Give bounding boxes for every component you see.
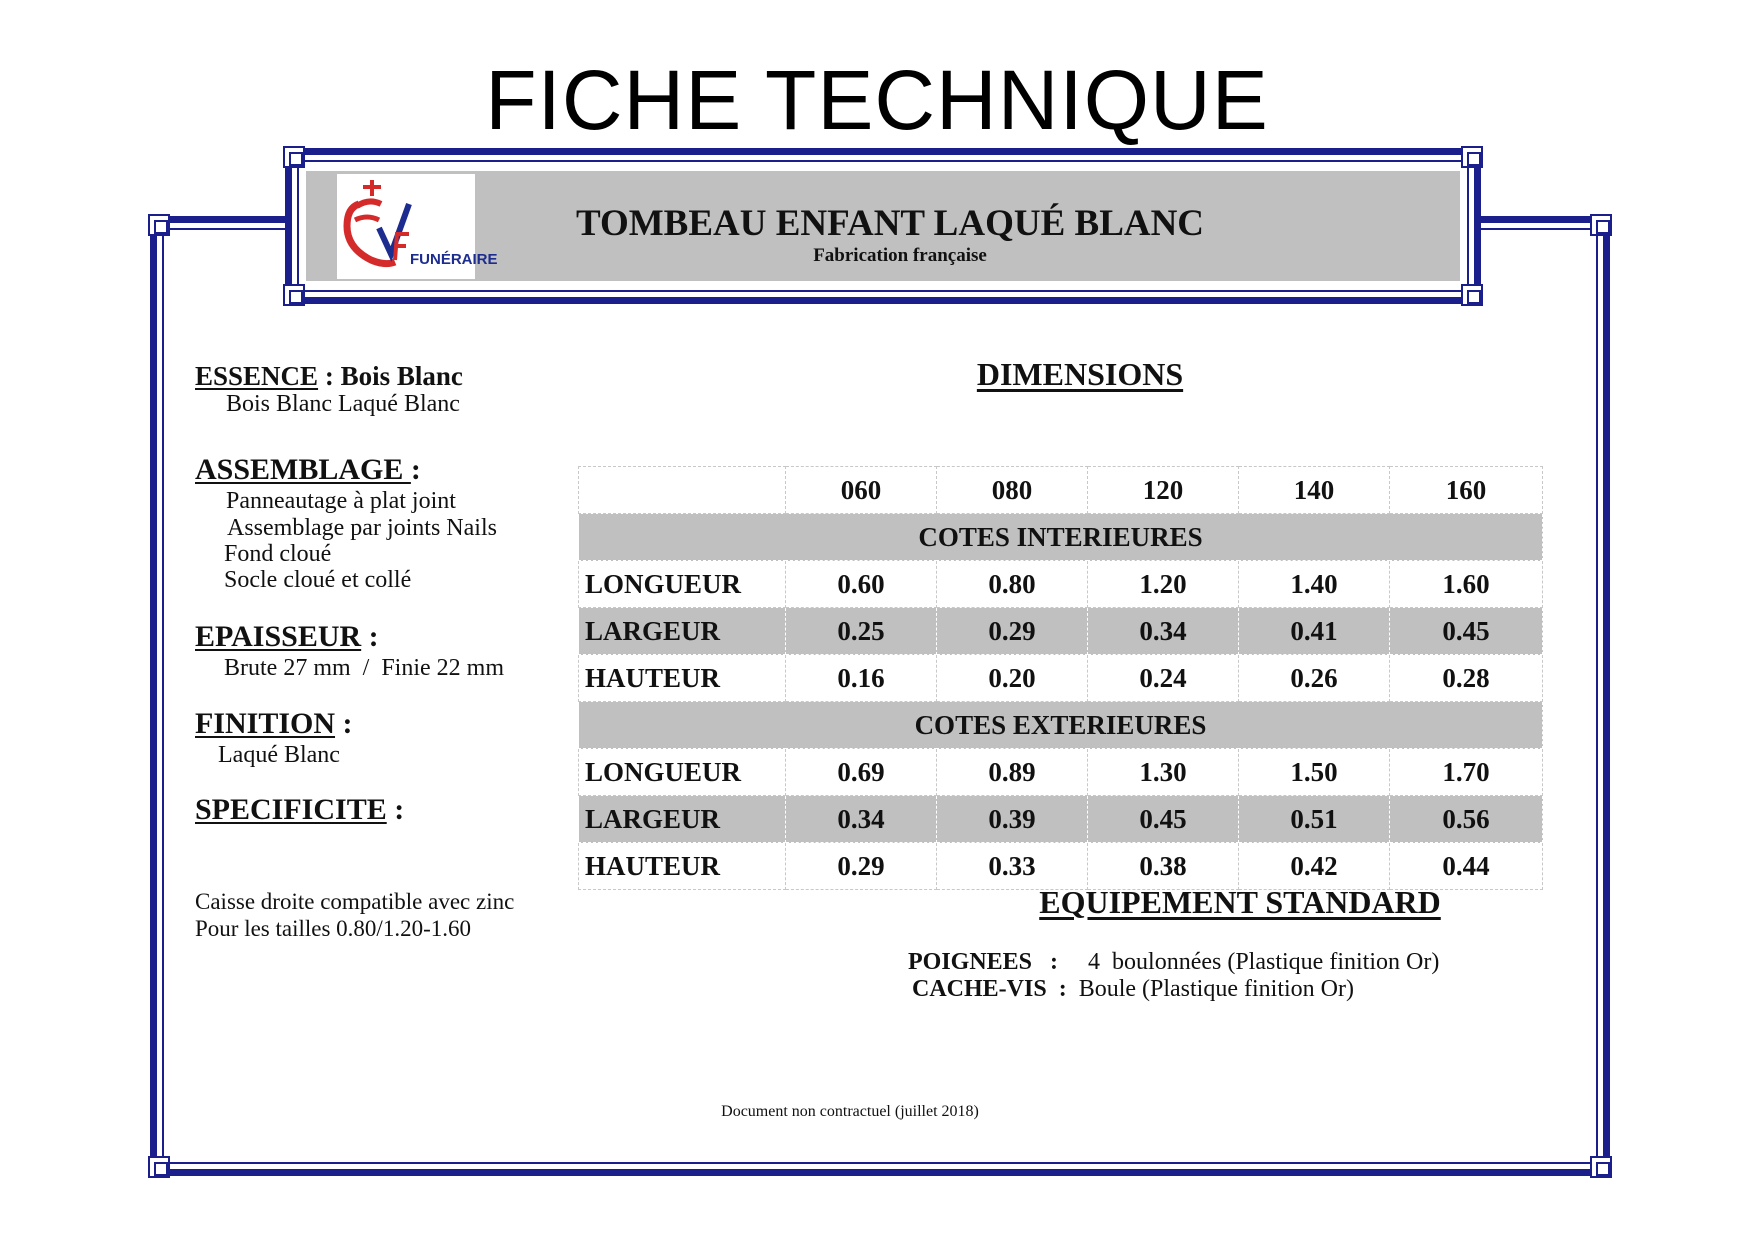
- size-header: 080: [937, 467, 1088, 514]
- table-corner-cell: [579, 467, 786, 514]
- table-cell: 1.20: [1088, 561, 1239, 608]
- table-cell: 0.26: [1239, 655, 1390, 702]
- essence-detail: Bois Blanc Laqué Blanc: [226, 391, 460, 417]
- assemblage-item: Assemblage par joints Nails: [227, 515, 497, 541]
- size-header: 140: [1239, 467, 1390, 514]
- company-logo: [337, 174, 498, 279]
- epaisseur-detail: Brute 27 mm / Finie 22 mm: [224, 655, 504, 681]
- equipement-poignees: POIGNEES : 4 boulonnées (Plastique finition Or): [908, 949, 1440, 975]
- table-cell: 0.89: [937, 749, 1088, 796]
- table-cell: 1.60: [1390, 561, 1543, 608]
- finition-detail: Laqué Blanc: [218, 742, 340, 768]
- table-cell: 1.40: [1239, 561, 1390, 608]
- table-cell: 0.42: [1239, 843, 1390, 890]
- table-row: [579, 561, 1543, 608]
- page-title: FICHE TECHNIQUE: [485, 53, 1269, 147]
- size-header: 120: [1088, 467, 1239, 514]
- equipement-cachevis: CACHE-VIS : Boule (Plastique finition Or): [912, 976, 1354, 1002]
- dimensions-table: [578, 466, 1543, 890]
- equipement-title: EQUIPEMENT STANDARD: [1039, 884, 1441, 920]
- table-cell: 0.25: [786, 608, 937, 655]
- table-cell: 0.28: [1390, 655, 1543, 702]
- essence-heading: ESSENCE : Bois Blanc: [195, 361, 463, 391]
- specificite-line: Caisse droite compatible avec zinc: [195, 889, 515, 914]
- logo-text: FUNÉRAIRE: [410, 251, 498, 268]
- section-row: [579, 702, 1543, 749]
- table-row: [579, 608, 1543, 655]
- table-cell: 0.45: [1390, 608, 1543, 655]
- table-cell: 1.50: [1239, 749, 1390, 796]
- table-cell: 1.70: [1390, 749, 1543, 796]
- table-cell: 0.69: [786, 749, 937, 796]
- assemblage-item: Socle cloué et collé: [224, 567, 412, 593]
- table-row: [579, 796, 1543, 843]
- corner-ornament: [148, 214, 170, 236]
- table-header-row: [579, 467, 1543, 514]
- assemblage-item: Panneautage à plat joint: [226, 488, 456, 514]
- corner-ornament: [283, 284, 305, 306]
- table-cell: 0.38: [1088, 843, 1239, 890]
- table-cell: 1.30: [1088, 749, 1239, 796]
- row-label: LARGEUR: [579, 796, 786, 843]
- corner-ornament: [148, 1156, 170, 1178]
- row-label: LONGUEUR: [579, 749, 786, 796]
- table-cell: 0.60: [786, 561, 937, 608]
- table-row: [579, 843, 1543, 890]
- specificite-heading: SPECIFICITE :: [195, 793, 405, 826]
- table-row: [579, 655, 1543, 702]
- row-label: LONGUEUR: [579, 561, 786, 608]
- table-cell: 0.24: [1088, 655, 1239, 702]
- product-subtitle: Fabrication française: [813, 245, 987, 266]
- finition-heading: FINITION :: [195, 707, 353, 740]
- section-label: COTES EXTERIEURES: [579, 702, 1543, 749]
- size-header: 160: [1390, 467, 1543, 514]
- corner-ornament: [1461, 146, 1483, 168]
- table-row: [579, 749, 1543, 796]
- row-label: HAUTEUR: [579, 843, 786, 890]
- epaisseur-heading: EPAISSEUR :: [195, 620, 379, 653]
- dimensions-title: DIMENSIONS: [976, 356, 1184, 392]
- table-cell: 0.56: [1390, 796, 1543, 843]
- corner-ornament: [1461, 284, 1483, 306]
- assemblage-heading: ASSEMBLAGE :: [195, 453, 421, 486]
- table-cell: 0.51: [1239, 796, 1390, 843]
- corner-ornament: [1590, 214, 1612, 236]
- table-cell: 0.44: [1390, 843, 1543, 890]
- table-cell: 0.33: [937, 843, 1088, 890]
- table-cell: 0.29: [937, 608, 1088, 655]
- section-label: COTES INTERIEURES: [579, 514, 1543, 561]
- product-title: TOMBEAU ENFANT LAQUÉ BLANC: [575, 203, 1205, 244]
- corner-ornament: [283, 146, 305, 168]
- table-cell: 0.45: [1088, 796, 1239, 843]
- size-header: 060: [786, 467, 937, 514]
- row-label: LARGEUR: [579, 608, 786, 655]
- table-cell: 0.34: [786, 796, 937, 843]
- table-cell: 0.20: [937, 655, 1088, 702]
- table-cell: 0.39: [937, 796, 1088, 843]
- table-cell: 0.41: [1239, 608, 1390, 655]
- assemblage-item: Fond cloué: [224, 541, 332, 567]
- footnote: Document non contractuel (juillet 2018): [721, 1103, 979, 1120]
- table-cell: 0.34: [1088, 608, 1239, 655]
- table-cell: 0.80: [937, 561, 1088, 608]
- table-cell: 0.29: [786, 843, 937, 890]
- row-label: HAUTEUR: [579, 655, 786, 702]
- corner-ornament: [1590, 1156, 1612, 1178]
- table-cell: 0.16: [786, 655, 937, 702]
- specificite-line: Pour les tailles 0.80/1.20-1.60: [195, 916, 471, 941]
- section-row: [579, 514, 1543, 561]
